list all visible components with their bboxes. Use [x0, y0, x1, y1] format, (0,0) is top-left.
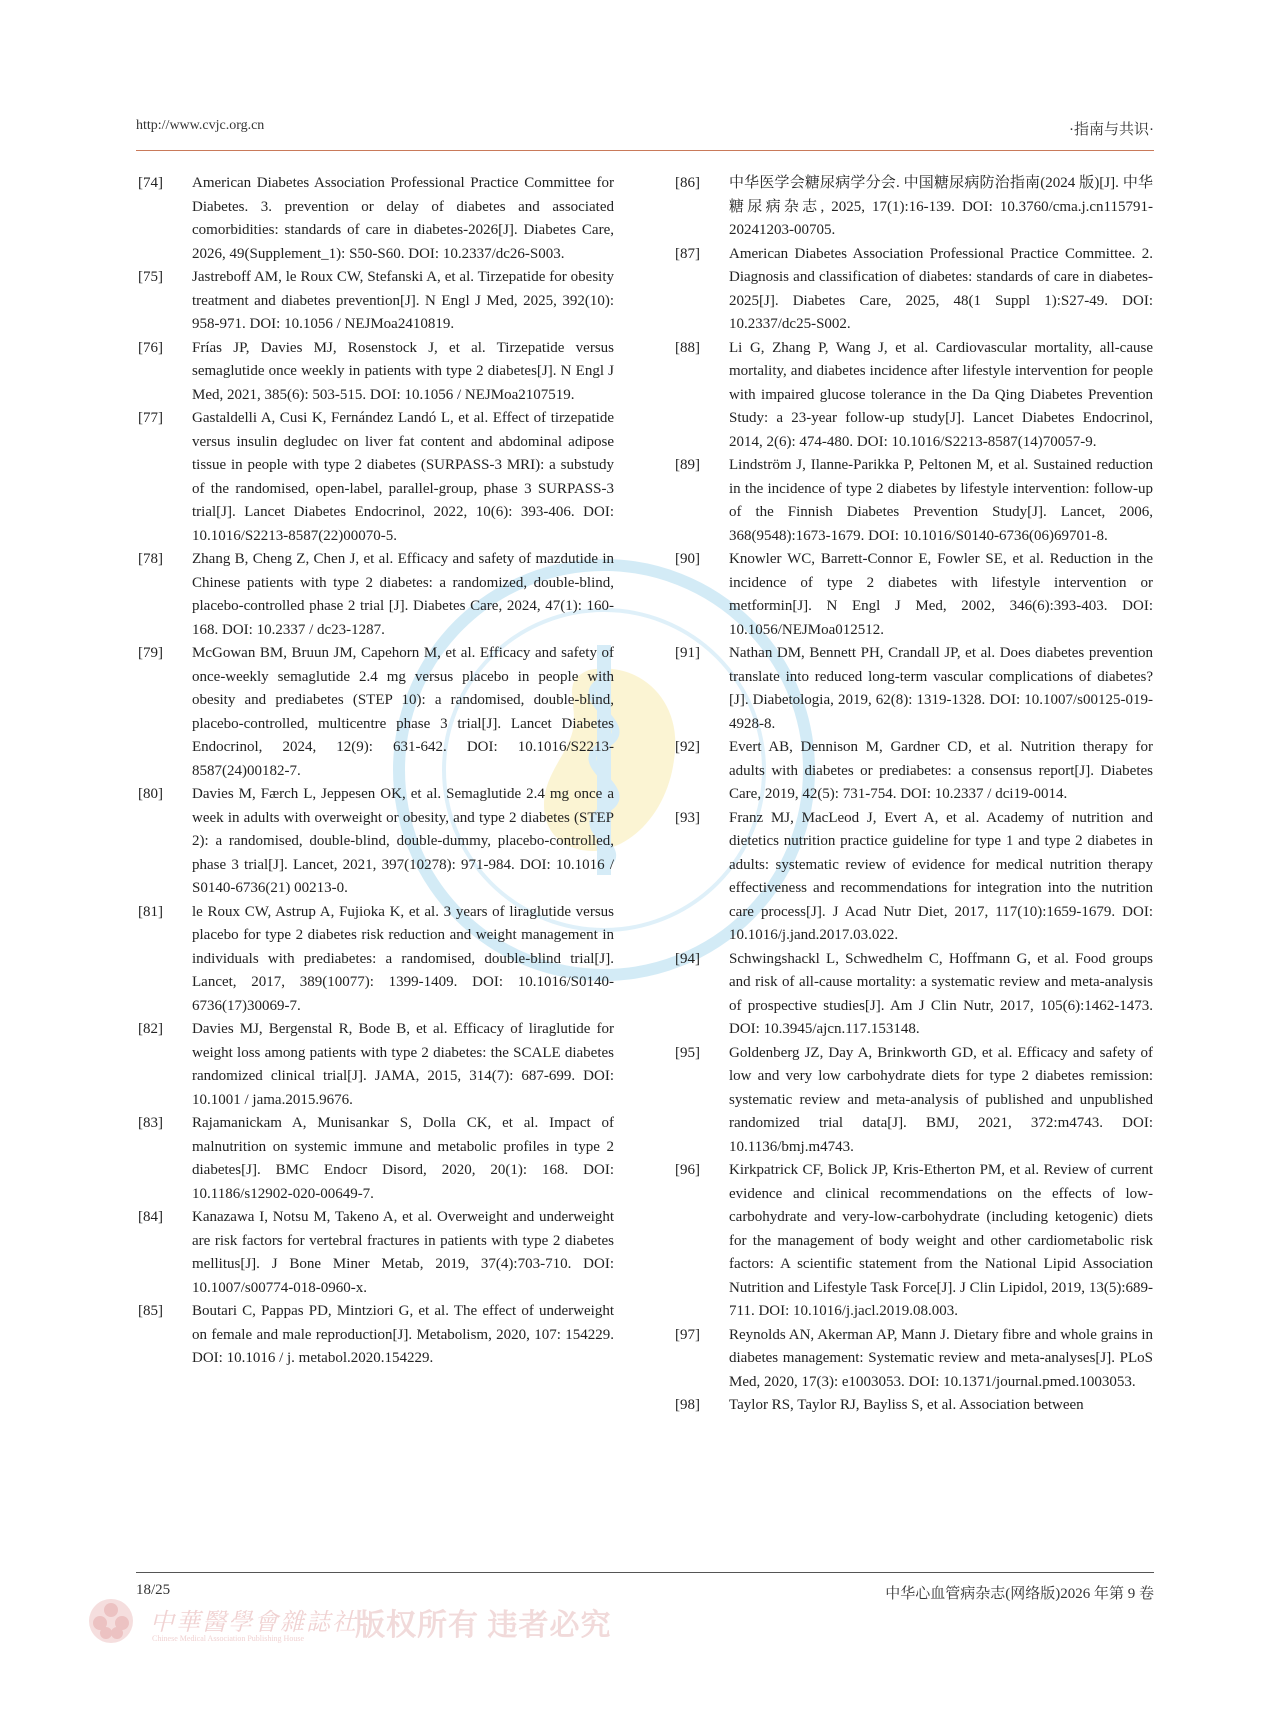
- reference-number: [80]: [138, 786, 163, 802]
- reference-number: [97]: [675, 1326, 700, 1343]
- reference-entry: [138, 1300, 614, 1371]
- reference-number: [94]: [675, 950, 700, 967]
- reference-entry: [138, 266, 614, 337]
- reference-entry: [675, 1042, 1153, 1160]
- reference-entry: [138, 783, 614, 901]
- reference-text: 中华医学会糖尿病学分会. 中国糖尿病防治指南(2024 版)[J]. 中华糖尿病杂志, 2025, 17(1):16-139. DOI: 10.3760/cma.j.cn115791-20241203-00705.: [729, 175, 1153, 238]
- reference-text: Davies MJ, Bergenstal R, Bode B, et al. Efficacy of liraglutide for weight loss among patients with type 2 diabetes: the SCALE diabetes randomized clinical trial[J]. JAMA, 2015, 314(7): 687-699. DOI: 10.1001 / jama.2015.9676.: [192, 1021, 614, 1108]
- reference-number: [96]: [675, 1162, 700, 1178]
- header-rule: [136, 150, 1154, 151]
- reference-number: [77]: [138, 410, 163, 426]
- reference-entry: [675, 243, 1153, 337]
- reference-text: Knowler WC, Barrett-Connor E, Fowler SE, et al. Reduction in the incidence of type 2 diabetes with lifestyle intervention or metformin[J]. N Engl J Med, 2002, 346(6):393-403. DOI: 10.1056/NEJMoa012512.: [729, 551, 1153, 638]
- reference-entry: [675, 948, 1153, 1042]
- reference-entry: [675, 548, 1153, 642]
- reference-text: Lindström J, Ilanne-Parikka P, Peltonen M, et al. Sustained reduction in the incidence of type 2 diabetes by lifestyle intervention: follow-up of the Finnish Diabetes Prevention Study[J]. Lancet, 2006, 368(9548):1673-1679. DOI: 10.1016/S0140-6736(06)69701-8.: [729, 457, 1153, 544]
- reference-entry: [675, 1394, 1153, 1418]
- footer-rule: [136, 1572, 1154, 1573]
- reference-entry: [675, 807, 1153, 948]
- reference-entry: [138, 1018, 614, 1112]
- reference-number: [79]: [138, 645, 163, 661]
- reference-text: Jastreboff AM, le Roux CW, Stefanski A, et al. Tirzepatide for obesity treatment and diabetes prevention[J]. N Engl J Med, 2025, 392(10): 958-971. DOI: 10.1056 / NEJMoa2410819.: [192, 269, 614, 332]
- reference-text: Schwingshackl L, Schwedhelm C, Hoffmann G, et al. Food groups and risk of all-cause mortality: a systematic review and meta-analysis of prospective studies[J]. Am J Clin Nutr, 2017, 105(6):1462-1473. DOI: 10.3945/ajcn.117.153148.: [729, 950, 1153, 1037]
- reference-number: [89]: [675, 457, 700, 473]
- reference-entry: [675, 172, 1153, 243]
- reference-entry: [675, 736, 1153, 807]
- publisher-name: 中華醫學會雜誌社: [150, 1610, 358, 1636]
- reference-text: American Diabetes Association Professional Practice Committee for Diabetes. 3. prevention or delay of diabetes and associated comorbidities: standards of care in diabetes-2026[J]. Diabetes Care, 2026, 49(Supplement_1): S50-S60. DOI: 10.2337/dc26-S003.: [192, 175, 614, 262]
- reference-number: [82]: [138, 1021, 163, 1037]
- reference-entry: [138, 407, 614, 548]
- reference-text: Rajamanickam A, Munisankar S, Dolla CK, et al. Impact of malnutrition on systemic immune and metabolic profiles in type 2 diabetes[J]. BMC Endocr Disord, 2020, 20(1): 168. DOI: 10.1186/s12902-020-00649-7.: [192, 1115, 614, 1202]
- header-url[interactable]: http://www.cvjc.org.cn: [136, 118, 265, 133]
- reference-text: Frías JP, Davies MJ, Rosenstock J, et al. Tirzepatide versus semaglutide once weekly in patients with type 2 diabetes[J]. N Engl J Med, 2021, 385(6): 503-515. DOI: 10.1056 / NEJMoa2107519.: [192, 339, 614, 403]
- journal-citation: 中华心血管病杂志(网络版)2026 年第 9 卷: [885, 1586, 1154, 1602]
- reference-text: Kanazawa I, Notsu M, Takeno A, et al. Overweight and underweight are risk factors for vertebral fractures in patients with type 2 diabetes mellitus[J]. J Bone Miner Metab, 2019, 37(4):703-710. DOI: 10.1007/s00774-018-0960-x.: [192, 1209, 614, 1296]
- reference-number: [87]: [675, 245, 700, 262]
- reference-number: [85]: [138, 1303, 163, 1319]
- reference-entry: [675, 454, 1153, 548]
- reference-column-right: [675, 172, 1153, 1418]
- reference-number: [84]: [138, 1209, 163, 1225]
- reference-text: McGowan BM, Bruun JM, Capehorn M, et al. Efficacy and safety of once-weekly semaglutide 2.4 mg versus placebo in people with obesity and prediabetes (STEP 10): a randomised, double-blind, placebo-controlled, multicentre phase 3 trial[J]. Lancet Diabetes Endocrinol, 2024, 12(9): 631-642. DOI: 10.1016/S2213-8587(24)00182-7.: [192, 645, 614, 779]
- reference-text: Taylor RS, Taylor RJ, Bayliss S, et al. Association between: [729, 1397, 1084, 1413]
- reference-text: Kirkpatrick CF, Bolick JP, Kris-Etherton PM, et al. Review of current evidence and clinical recommendations on the effects of low-carbohydrate and very-low-carbohydrate (including ketogenic) diets for the management of body weight and other cardiometabolic risk factors: A scientific statement from the National Lipid Association Nutrition and Lifestyle Task Force[J]. J Clin Lipidol, 2019, 13(5):689-711. DOI: 10.1016/j.jacl.2019.08.003.: [729, 1162, 1153, 1319]
- publisher-name-en: Chinese Medical Association Publishing House: [152, 1634, 304, 1643]
- reference-number: [93]: [675, 809, 700, 826]
- reference-entry: [138, 548, 614, 642]
- reference-text: Goldenberg JZ, Day A, Brinkworth GD, et al. Efficacy and safety of low and very low carbohydrate diets for type 2 diabetes remission: systematic review and meta-analysis of published and unpublished randomized trial data[J]. BMJ, 2021, 372:m4743. DOI: 10.1136/bmj.m4743.: [729, 1044, 1153, 1155]
- header-section-label: ·指南与共识·: [1069, 122, 1154, 138]
- page-number: 18/25: [136, 1582, 171, 1598]
- reference-entry: [138, 642, 614, 783]
- reference-number: [78]: [138, 551, 163, 567]
- reference-number: [88]: [675, 339, 700, 356]
- reference-number: [75]: [138, 269, 163, 285]
- reference-text: Boutari C, Pappas PD, Mintziori G, et al. The effect of underweight on female and male reproduction[J]. Metabolism, 2020, 107: 154229. DOI: 10.1016 / j. metabol.2020.154229.: [192, 1303, 614, 1366]
- reference-text: American Diabetes Association Professional Practice Committee. 2. Diagnosis and classification of diabetes: standards of care in diabetes-2025[J]. Diabetes Care, 2025, 48(1 Suppl 1):S27-49. DOI: 10.2337/dc25-S002.: [729, 245, 1153, 332]
- reference-entry: [138, 337, 614, 408]
- reference-column-left: [138, 172, 614, 1371]
- reference-number: [95]: [675, 1044, 700, 1061]
- reference-entry: [138, 172, 614, 266]
- reference-text: Evert AB, Dennison M, Gardner CD, et al. Nutrition therapy for adults with diabetes or prediabetes: a consensus report[J]. Diabetes Care, 2019, 42(5): 731-754. DOI: 10.2337 / dci19-0014.: [729, 739, 1153, 802]
- reference-entry: [138, 1112, 614, 1206]
- reference-entry: [675, 337, 1153, 455]
- reference-entry: [675, 642, 1153, 736]
- reference-entry: [675, 1324, 1153, 1395]
- reference-text: Zhang B, Cheng Z, Chen J, et al. Efficacy and safety of mazdutide in Chinese patients with type 2 diabetes: a randomized, double-blind, placebo-controlled phase 2 trial [J]. Diabetes Care, 2024, 47(1): 160-168. DOI: 10.2337 / dc23-1287.: [192, 551, 614, 638]
- reference-entry: [138, 1206, 614, 1300]
- reference-entry: [138, 901, 614, 1019]
- reference-number: [91]: [675, 645, 700, 661]
- reference-entry: [675, 1159, 1153, 1324]
- reference-number: [86]: [675, 175, 700, 191]
- reference-number: [74]: [138, 175, 163, 191]
- copyright-notice: 版权所有 违者必究: [355, 1609, 612, 1642]
- reference-number: [76]: [138, 339, 163, 356]
- reference-text: Li G, Zhang P, Wang J, et al. Cardiovascular mortality, all-cause mortality, and diabetes incidence after lifestyle intervention for people with impaired glucose tolerance in the Da Qing Diabetes Prevention Study: a 23-year follow-up study[J]. Lancet Diabetes Endocrinol, 2014, 2(6): 474-480. DOI: 10.1016/S2213-8587(14)70057-9.: [729, 339, 1153, 450]
- reference-number: [92]: [675, 739, 700, 755]
- reference-number: [98]: [675, 1397, 700, 1413]
- reference-text: Gastaldelli A, Cusi K, Fernández Landó L, et al. Effect of tirzepatide versus insulin degludec on liver fat content and abdominal adipose tissue in people with type 2 diabetes (SURPASS-3 MRI): a substudy of the randomised, open-label, parallel-group, phase 3 SURPASS-3 trial[J]. Lancet Diabetes Endocrinol, 2022, 10(6): 393-406. DOI: 10.1016/S2213-8587(22)00070-5.: [192, 410, 614, 544]
- reference-text: Reynolds AN, Akerman AP, Mann J. Dietary fibre and whole grains in diabetes management: Systematic review and meta-analyses[J]. PLoS Med, 2020, 17(3): e1003053. DOI: 10.1371/journal.pmed.1003053.: [729, 1326, 1153, 1390]
- reference-number: [83]: [138, 1115, 163, 1131]
- publisher-logo-icon: [86, 1596, 136, 1646]
- reference-text: Davies M, Færch L, Jeppesen OK, et al. Semaglutide 2.4 mg once a week in adults with overweight or obesity, and type 2 diabetes (STEP 2): a randomised, double-blind, double-dummy, placebo-controlled, phase 3 trial[J]. Lancet, 2021, 397(10278): 971-984. DOI: 10.1016 / S0140-6736(21) 00213-0.: [192, 786, 614, 896]
- reference-text: Nathan DM, Bennett PH, Crandall JP, et al. Does diabetes prevention translate into reduced long-term vascular complications of diabetes? [J]. Diabetologia, 2019, 62(8): 1319-1328. DOI: 10.1007/s00125-019-4928-8.: [729, 645, 1153, 732]
- reference-number: [90]: [675, 551, 700, 567]
- reference-text: le Roux CW, Astrup A, Fujioka K, et al. 3 years of liraglutide versus placebo for type 2 diabetes risk reduction and weight management in individuals with prediabetes: a randomised, double-blind trial[J]. Lancet, 2017, 389(10077): 1399-1409. DOI: 10.1016/S0140-6736(17)30069-7.: [192, 903, 614, 1014]
- reference-number: [81]: [138, 903, 163, 920]
- reference-text: Franz MJ, MacLeod J, Evert A, et al. Academy of nutrition and dietetics nutrition practice guideline for type 1 and type 2 diabetes in adults: systematic review of evidence for medical nutrition therapy effectiveness and recommendations for integration into the nutrition care process[J]. J Acad Nutr Diet, 2017, 117(10):1659-1679. DOI: 10.1016/j.jand.2017.03.022.: [729, 809, 1153, 943]
